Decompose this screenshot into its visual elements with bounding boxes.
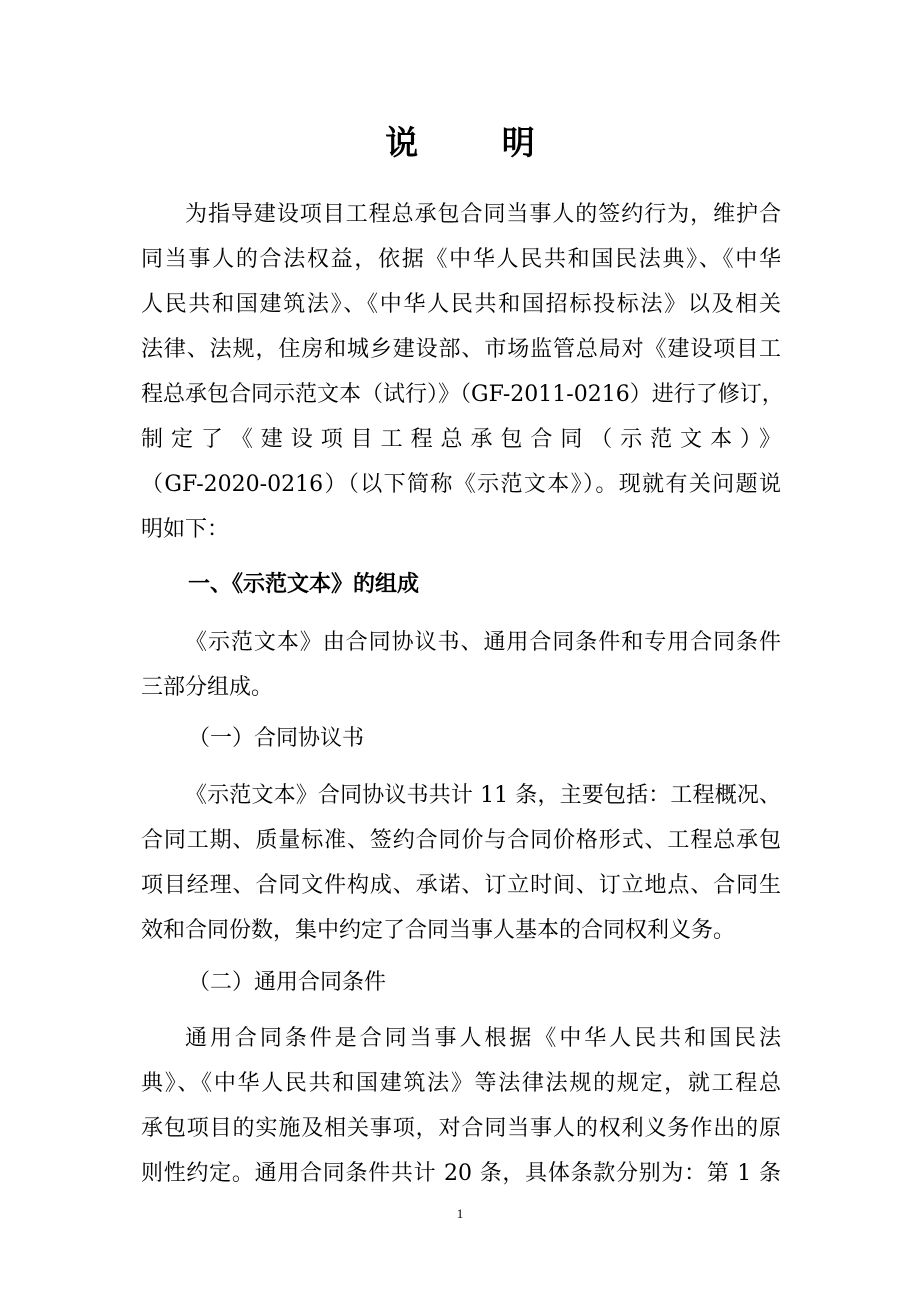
text-line: 同当事人的合法权益，依据《中华人民共和国民法典》、《中华 (141, 247, 781, 272)
text-line: 制定了《建设项目工程总承包合同（示范文本）》 (141, 427, 781, 452)
subsection-heading: （二）通用合同条件 (188, 970, 387, 995)
text-line: 明如下： (141, 517, 230, 542)
text-line: 法律、法规，住房和城乡建设部、市场监管总局对《建设项目工 (141, 337, 781, 362)
page-title: 说 明 (385, 123, 571, 162)
text-line: 承包项目的实施及相关事项，对合同当事人的权利义务作出的原 (141, 1116, 781, 1141)
text-line: 程总承包合同示范文本（试行）》（GF-2011-0216）进行了修订， (141, 382, 784, 407)
text-line: （GF-2020-0216）（以下简称《示范文本》）。现就有关问题说 (141, 472, 781, 497)
text-line: 合同工期、质量标准、签约合同价与合同价格形式、工程总承包 (141, 828, 781, 853)
subsection1-paragraph (141, 773, 781, 953)
text-line: 效和合同份数，集中约定了合同当事人基本的合同权利义务。 (141, 918, 736, 943)
text-line: 为指导建设项目工程总承包合同当事人的签约行为，维护合 (185, 202, 781, 227)
subsection2-paragraph (141, 1016, 781, 1196)
text-line: 通用合同条件是合同当事人根据《中华人民共和国民法 (185, 1026, 781, 1051)
subsection-heading: （一）合同协议书 (188, 726, 365, 751)
section-heading: 一、《示范文本》的组成 (188, 572, 420, 597)
text-line: 典》、《中华人民共和国建筑法》等法律法规的规定，就工程总 (141, 1071, 781, 1096)
text-line: 《示范文本》合同协议书共计 11 条，主要包括：工程概况、 (185, 783, 781, 808)
section1-paragraph (141, 620, 781, 710)
text-line: 项目经理、合同文件构成、承诺、订立时间、订立地点、合同生 (141, 873, 781, 898)
page-number: 1 (456, 1206, 464, 1221)
text-line: 人民共和国建筑法》、《中华人民共和国招标投标法》以及相关 (141, 292, 781, 317)
text-line: 三部分组成。 (141, 675, 274, 700)
text-line: 则性约定。通用合同条件共计 20 条，具体条款分别为：第 1 条 (141, 1161, 781, 1186)
text-line: 《示范文本》由合同协议书、通用合同条件和专用合同条件 (185, 630, 781, 655)
intro-paragraph (141, 192, 784, 552)
